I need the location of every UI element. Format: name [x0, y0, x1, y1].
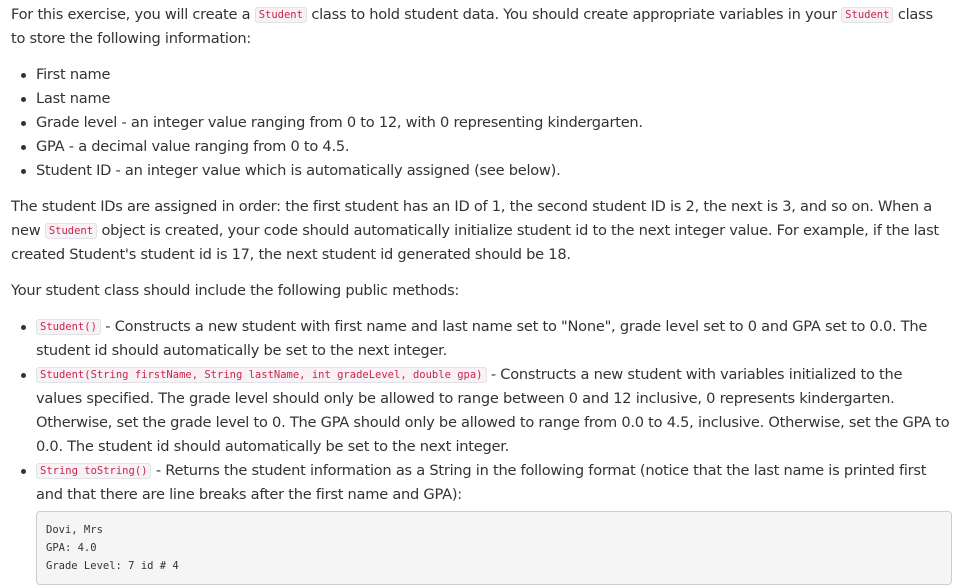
ids-text-1: The student IDs are assigned in order: the first student has an ID of 1, the second student ID is 2, the next is 3, and so on. When a new [11, 198, 932, 239]
inline-code-student-1: Student [255, 7, 307, 23]
fields-list [11, 63, 950, 183]
ids-text-2: object is created, your code should automatically initialize student id to the next integer value. For example, if the last created Student's student id is 17, the next student id generated should be 18. [11, 222, 939, 263]
list-item-first-name: First name [36, 63, 950, 87]
intro-text-3: class to store the following information: [11, 6, 933, 47]
method-signature: String toString() [36, 463, 151, 479]
method-signature: Student() [36, 319, 101, 335]
method-description: - Constructs a new student with first name and last name set to "None", grade level set to 0 and GPA set to 0.0. The student id should automatically be set to the next integer. [36, 318, 928, 359]
list-item-student-id: Student ID - an integer value which is automatically assigned (see below). [36, 159, 950, 183]
code-line: Dovi, Mrs [46, 524, 103, 536]
example-output-code-block [36, 511, 952, 585]
method-signature: Student(String firstName, String lastName, int gradeLevel, double gpa) [36, 367, 487, 383]
inline-code-student-3: Student [45, 223, 97, 239]
list-item-gpa: GPA - a decimal value ranging from 0 to 4.5. [36, 135, 950, 159]
ids-paragraph [11, 195, 950, 267]
intro-text-1: For this exercise, you will create a [11, 6, 255, 23]
list-item-grade-level: Grade level - an integer value ranging from 0 to 12, with 0 representing kindergarten. [36, 111, 950, 135]
code-line: GPA: 4.0 [46, 542, 97, 554]
code-line: Grade Level: 7 id # 4 [46, 560, 179, 572]
method-item-full-constructor [36, 363, 950, 459]
method-description: - Returns the student information as a String in the following format (notice that the last name is printed first and that there are line breaks after the first name and GPA): [36, 462, 927, 503]
inline-code-student-2: Student [841, 7, 893, 23]
method-description: - Constructs a new student with variables initialized to the values specified. The grade level should only be allowed to range between 0 and 12 inclusive, 0 represents kindergarten. Otherwise, set the grade level to 0. The GPA should only be allowed to range from 0.0 to 4.5, inclusive. Otherwise, set the GPA to 0.0. The student id should automatically be set to the next integer. [36, 366, 950, 455]
intro-paragraph [11, 0, 950, 51]
list-item-last-name: Last name [36, 87, 950, 111]
methods-list [11, 315, 950, 585]
intro-text-2: class to hold student data. You should create appropriate variables in your [306, 6, 842, 23]
method-item-default-constructor [36, 315, 950, 363]
methods-intro: Your student class should include the following public methods: [11, 282, 460, 299]
method-item-tostring [36, 459, 950, 585]
